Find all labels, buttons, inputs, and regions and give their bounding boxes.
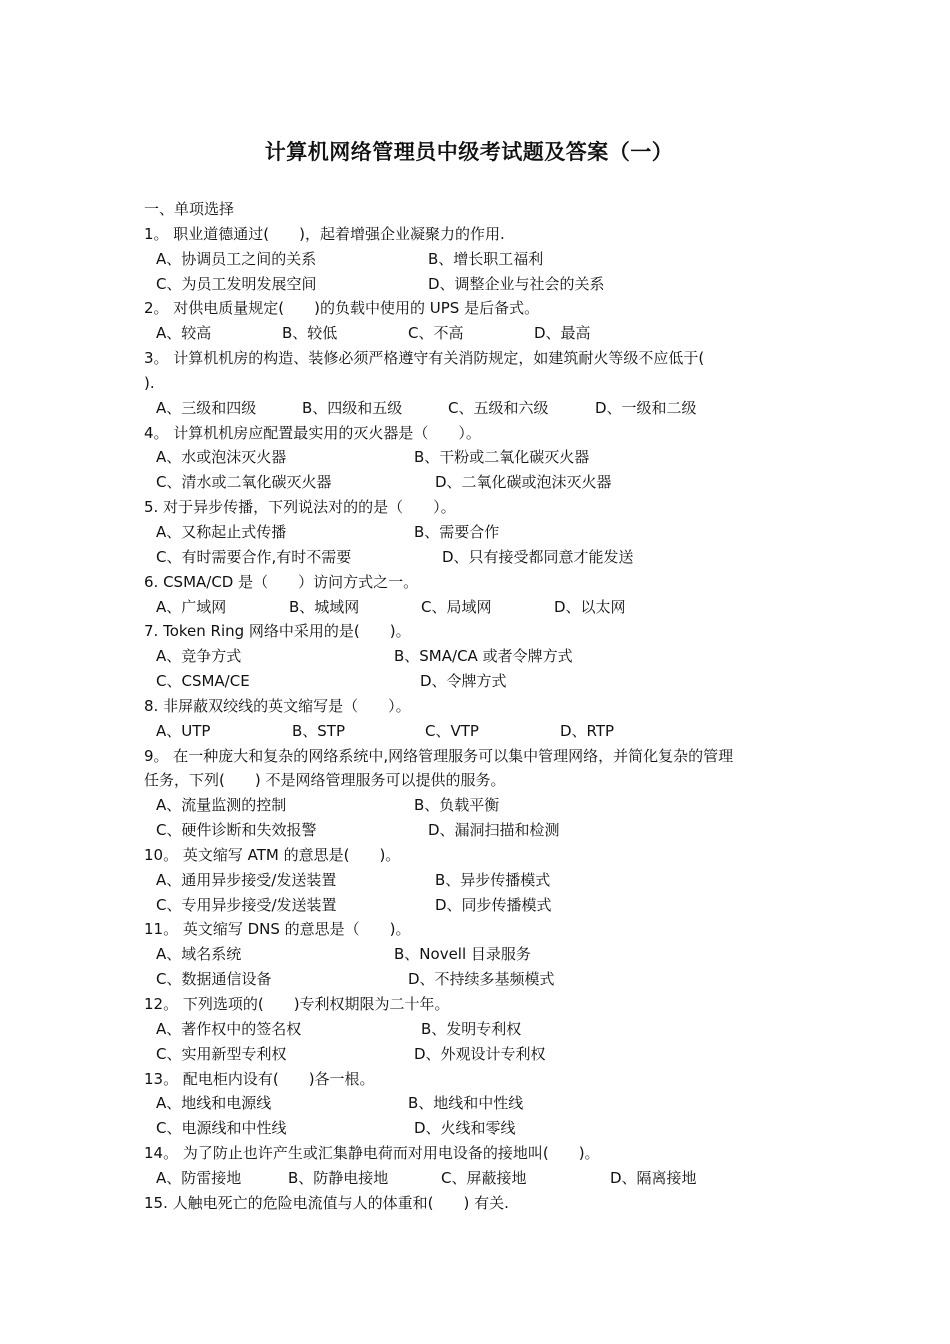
document-title: 计算机网络管理员中级考试题及答案（一）: [264, 140, 674, 164]
answer-option: C、VTP: [425, 721, 479, 740]
answer-option: A、UTP: [156, 721, 211, 740]
answer-option: D、隔离接地: [610, 1168, 697, 1187]
options-row: [144, 520, 824, 545]
answer-option: C、电源线和中性线: [156, 1119, 287, 1138]
answer-option: A、防雷接地: [156, 1168, 242, 1187]
options-row: [144, 644, 824, 669]
answer-option: D、同步传播模式: [435, 895, 552, 914]
options-row: [144, 793, 824, 818]
answer-option: C、不高: [408, 324, 464, 343]
answer-option: A、地线和电源线: [156, 1094, 272, 1113]
question-stem: 10。 英文缩写 ATM 的意思是( )。: [144, 845, 401, 864]
answer-option: C、数据通信设备: [156, 970, 272, 989]
answer-option: C、有时需要合作,有时不需要: [156, 547, 352, 566]
question-stem: 2。 对供电质量规定( )的负载中使用的 UPS 是后备式。: [144, 299, 540, 318]
answer-option: B、Novell 目录服务: [394, 945, 531, 964]
answer-option: A、协调员工之间的关系: [156, 249, 317, 268]
question-stem: 1。 职业道德通过( )，起着增强企业凝聚力的作用.: [144, 224, 505, 243]
options-row: [144, 321, 824, 346]
answer-option: D、一级和二级: [595, 398, 697, 417]
options-row: [144, 719, 824, 744]
answer-option: B、城域网: [289, 597, 360, 616]
answer-option: A、流量监测的控制: [156, 796, 287, 815]
question-stem: 13。 配电柜内设有( )各一根。: [144, 1069, 375, 1088]
options-row: [144, 1017, 824, 1042]
answer-option: C、五级和六级: [448, 398, 549, 417]
answer-option: B、增长职工福利: [428, 249, 544, 268]
answer-option: A、竞争方式: [156, 647, 242, 666]
answer-option: D、外观设计专利权: [414, 1044, 546, 1063]
question-stem-continued: 任务，下列( ) 不是网络管理服务可以提供的服务。: [144, 771, 506, 790]
answer-option: A、水或泡沫灭火器: [156, 448, 287, 467]
options-row: [144, 595, 824, 620]
section-heading: 一、单项选择: [144, 200, 235, 218]
options-row: [144, 1091, 824, 1116]
answer-option: B、异步传播模式: [435, 870, 551, 889]
answer-option: D、火线和零线: [414, 1119, 516, 1138]
question-stem: 6. CSMA/CD 是（ ）访问方式之一。: [144, 572, 419, 591]
answer-option: A、域名系统: [156, 945, 242, 964]
options-row: [144, 272, 824, 297]
answer-option: A、三级和四级: [156, 398, 257, 417]
answer-option: A、又称起止式传播: [156, 522, 287, 541]
answer-option: B、需要合作: [414, 522, 500, 541]
answer-option: B、较低: [282, 324, 338, 343]
question-stem: 14。 为了防止也许产生或汇集静电荷而对用电设备的接地叫( )。: [144, 1144, 600, 1163]
options-row: [144, 470, 824, 495]
answer-option: B、STP: [292, 721, 346, 740]
options-row: [144, 893, 824, 918]
answer-option: D、最高: [534, 324, 591, 343]
answer-option: C、清水或二氧化碳灭火器: [156, 473, 332, 492]
answer-option: C、专用异步接受/发送装置: [156, 895, 337, 914]
options-row: [144, 669, 824, 694]
question-stem: 12。 下列选项的( )专利权期限为二十年。: [144, 995, 450, 1013]
answer-option: D、只有接受都同意才能发送: [442, 547, 634, 566]
answer-option: D、漏洞扫描和检测: [428, 821, 560, 840]
question-stem: 5. 对于异步传播，下列说法对的的是（ ）。: [144, 498, 456, 517]
answer-option: A、较高: [156, 324, 212, 343]
options-row: [144, 1166, 824, 1191]
question-stem: 11。 英文缩写 DNS 的意思是（ )。: [144, 920, 411, 939]
question-stem: 9。 在一种庞大和复杂的网络系统中,网络管理服务可以集中管理网络，并简化复杂的管理: [144, 746, 734, 765]
answer-option: B、干粉或二氧化碳灭火器: [414, 448, 590, 467]
question-list: [144, 197, 824, 1216]
answer-option: D、以太网: [554, 597, 626, 616]
answer-option: D、调整企业与社会的关系: [428, 274, 605, 293]
answer-option: C、局域网: [421, 597, 492, 616]
question-stem: 15. 人触电死亡的危险电流值与人的体重和( ) 有关.: [144, 1193, 509, 1212]
options-row: [144, 818, 824, 843]
question-stem: 3。 计算机机房的构造、装修必须严格遵守有关消防规定，如建筑耐火等级不应低于(: [144, 349, 705, 368]
question-stem: 8. 非屏蔽双绞线的英文缩写是（ ）。: [144, 696, 411, 715]
answer-option: C、实用新型专利权: [156, 1044, 287, 1063]
question-stem: 7. Token Ring 网络中采用的是( )。: [144, 622, 411, 641]
options-row: [144, 1116, 824, 1141]
options-row: [144, 942, 824, 967]
answer-option: C、屏蔽接地: [441, 1168, 527, 1187]
answer-option: B、SMA/CA 或者令牌方式: [394, 647, 573, 666]
options-row: [144, 1042, 824, 1067]
answer-option: A、广域网: [156, 597, 227, 616]
options-row: [144, 545, 824, 570]
answer-option: D、令牌方式: [420, 672, 507, 691]
options-row: [144, 445, 824, 470]
answer-option: A、通用异步接受/发送装置: [156, 870, 337, 889]
options-row: [144, 868, 824, 893]
answer-option: C、为员工发明发展空间: [156, 274, 317, 293]
answer-option: D、不持续多基频模式: [408, 970, 555, 989]
answer-option: C、硬件诊断和失效报警: [156, 821, 317, 840]
options-row: [144, 247, 824, 272]
options-row: [144, 967, 824, 992]
answer-option: B、四级和五级: [302, 398, 403, 417]
answer-option: C、CSMA/CE: [156, 672, 250, 691]
answer-option: D、RTP: [560, 721, 615, 740]
answer-option: B、发明专利权: [421, 1019, 522, 1038]
answer-option: D、二氧化碳或泡沫灭火器: [435, 473, 612, 492]
answer-option: B、负载平衡: [414, 796, 500, 815]
answer-option: B、防静电接地: [288, 1168, 389, 1187]
options-row: [144, 396, 824, 421]
answer-option: B、地线和中性线: [408, 1094, 524, 1113]
question-stem: 4。 计算机机房应配置最实用的灭火器是（ ）。: [144, 423, 481, 442]
answer-option: A、著作权中的签名权: [156, 1019, 302, 1038]
question-stem-continued: ).: [144, 373, 155, 392]
